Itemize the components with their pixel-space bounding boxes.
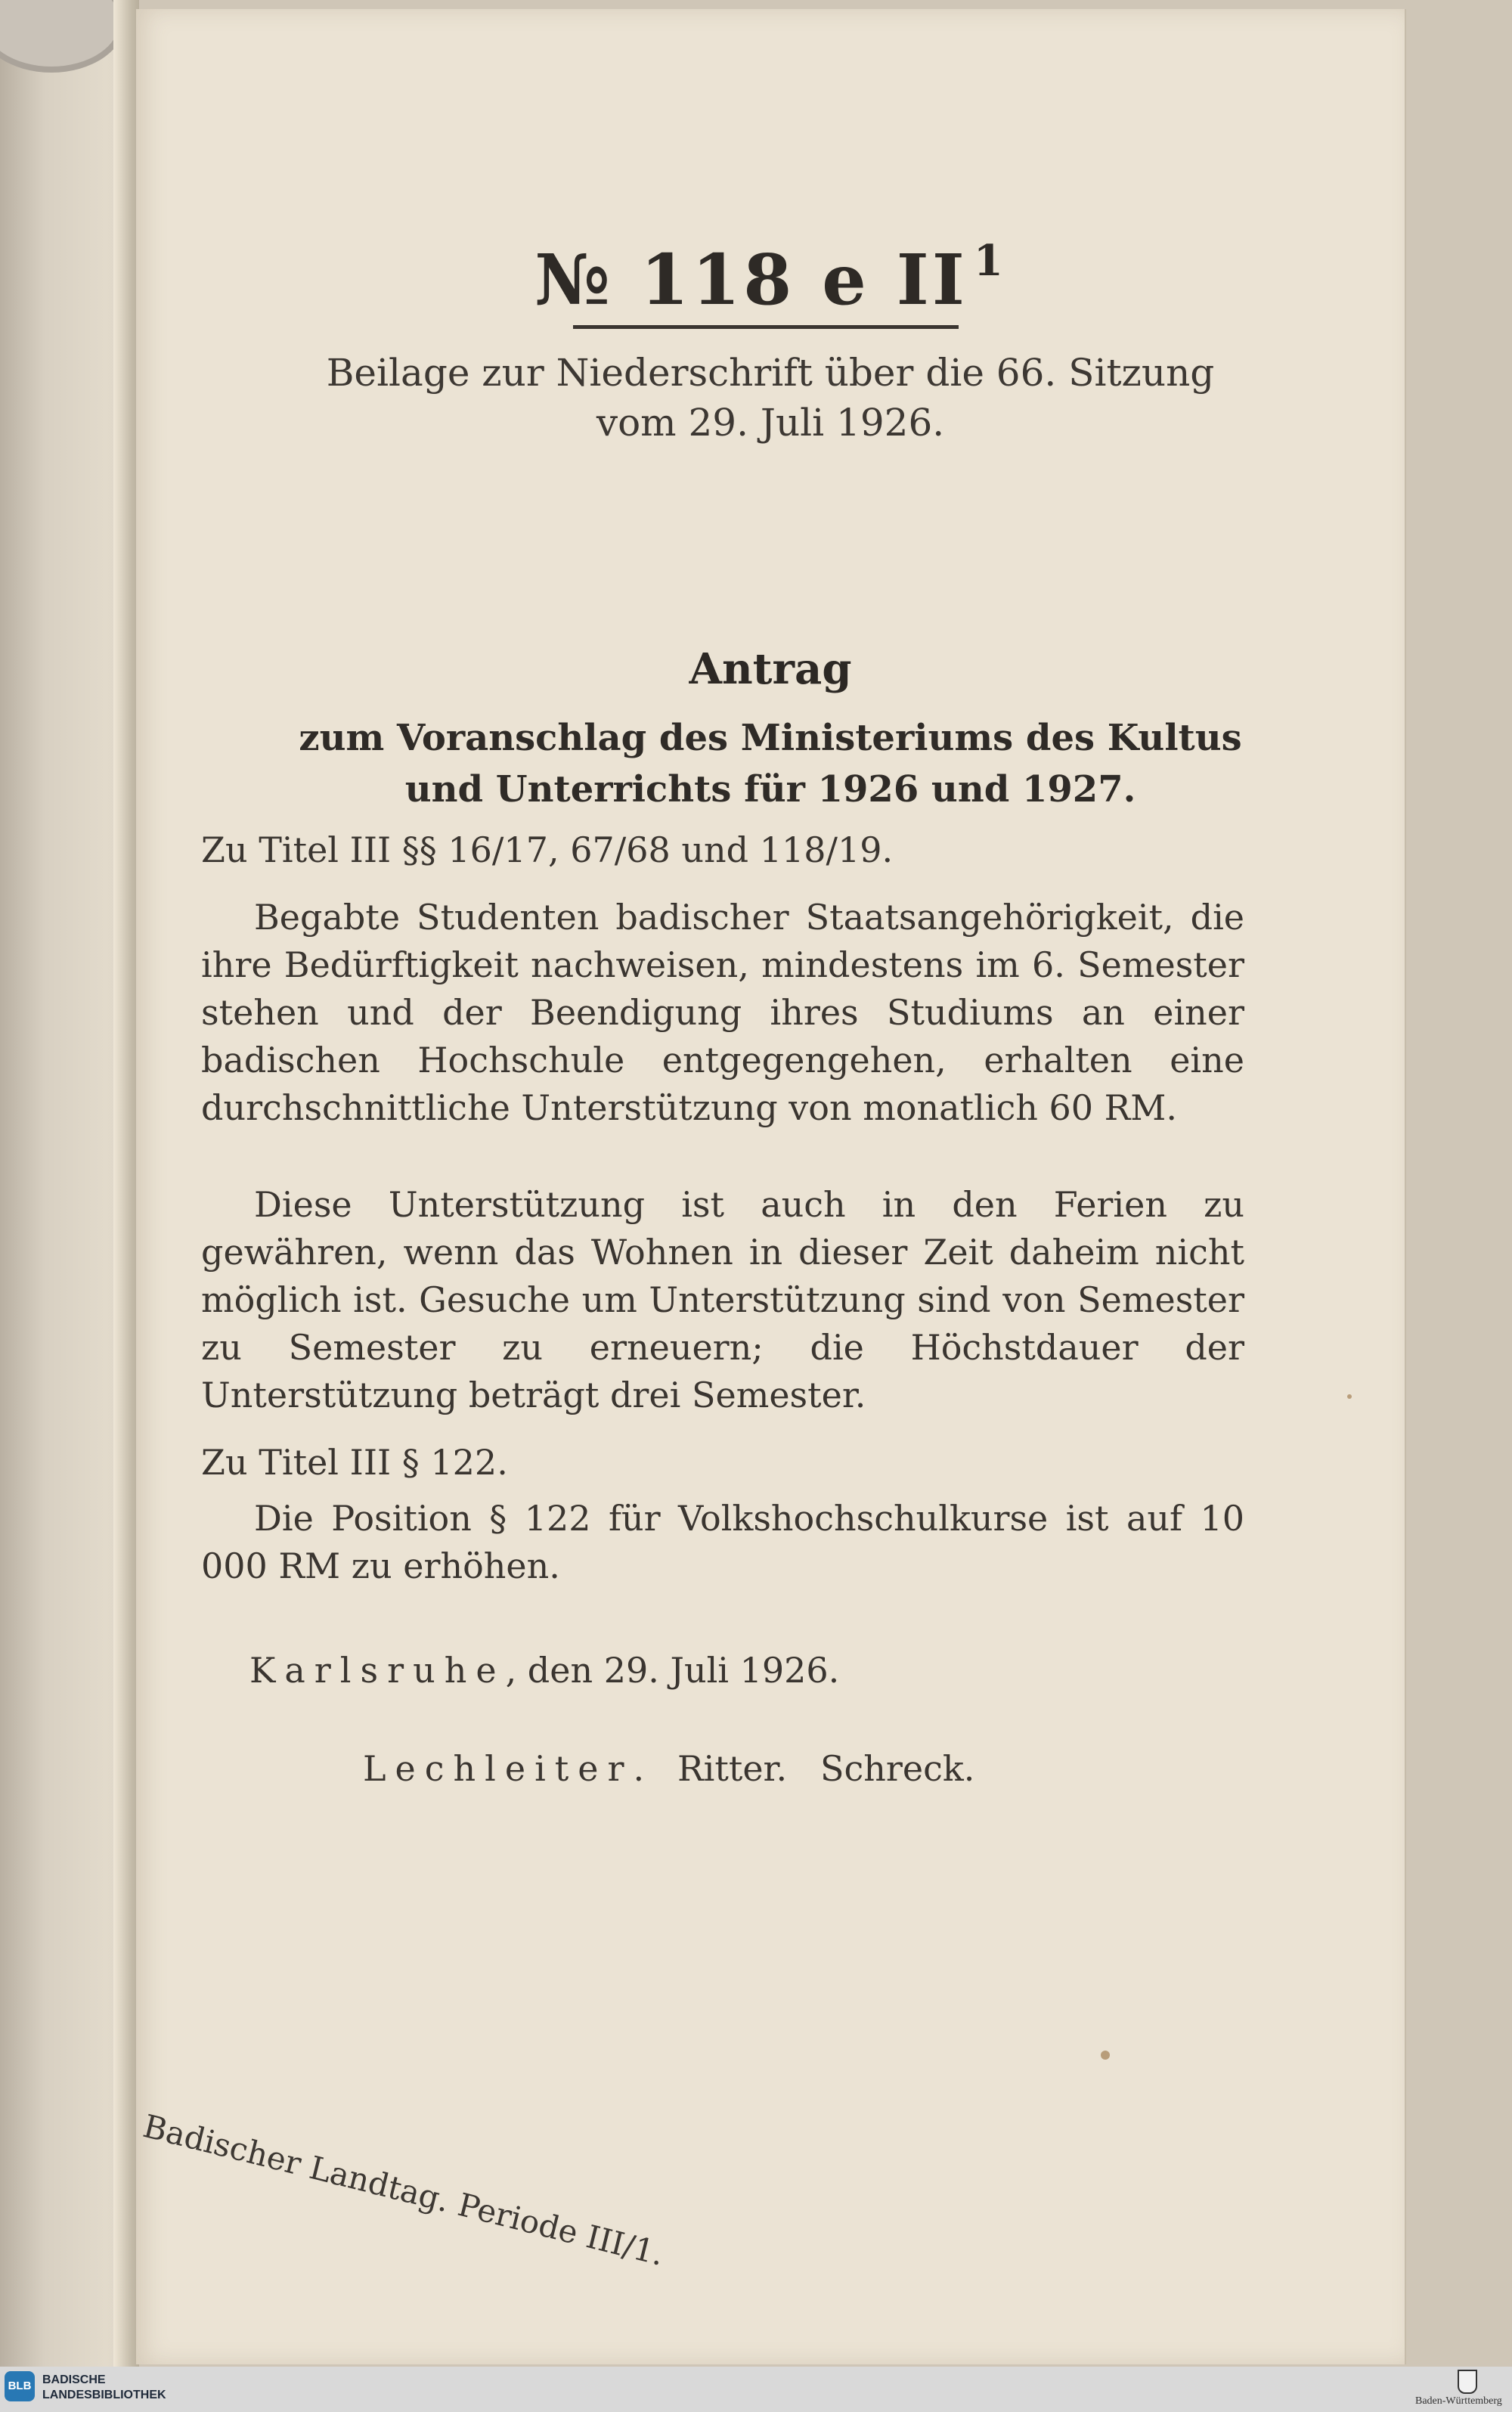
paragraph-3: Die Position § 122 für Volkshochschulkurse ist auf 10 000 RM zu erhöhen.	[201, 1498, 1244, 1586]
signatory-ritter: Ritter.	[677, 1748, 788, 1789]
footer-period: Badischer Landtag. Periode III/1.	[139, 2107, 668, 2273]
paper-spot	[1347, 1394, 1352, 1399]
section-2-reference: Zu Titel III § 122.	[201, 1442, 508, 1483]
library-name-line-1: BADISCHE	[42, 2373, 106, 2386]
signatures: Lechleiter. Ritter. Schreck.	[363, 1748, 975, 1789]
blb-logo-icon: BLB	[5, 2371, 35, 2401]
place-date	[249, 1650, 839, 1691]
subtitle-line-1: Beilage zur Niederschrift über die 66. Sitzung	[326, 351, 1215, 395]
section-1-reference: Zu Titel III §§ 16/17, 67/68 und 118/19.	[201, 829, 894, 870]
document-number-heading	[136, 236, 1405, 321]
paragraph-2: Diese Unterstützung ist auch in den Ferien zu gewähren, wenn das Wohnen in dieser Zeit daheim nicht möglich ist. Gesuche um Unterstützung sind von Semester zu Semester zu erneuern; die Höchstdauer der Unterstützung beträgt drei Semester.	[201, 1184, 1244, 1415]
antrag-title: Antrag	[689, 644, 852, 694]
coat-of-arms-icon	[1458, 2370, 1477, 2394]
signatory-schreck: Schreck.	[820, 1748, 975, 1789]
number-heading-text: № 118 e II	[534, 239, 968, 321]
page-edge	[113, 0, 139, 2397]
antrag-subtitle-line-2: und Unterrichts für 1926 und 1927.	[404, 768, 1136, 811]
antrag-subtitle	[136, 712, 1405, 815]
paragraph-1: Begabte Studenten badischer Staatsangehörigkeit, die ihre Bedürftigkeit nachweisen, mindestens im 6. Semester stehen und der Beendigung ihres Studiums an einer badischen Hochschule entgegengehen, erhalten eine durchschnittliche Unterstützung von monatlich 60 RM.	[201, 897, 1244, 1128]
subtitle	[136, 348, 1405, 448]
state-label: Baden-Württemberg	[1415, 2395, 1502, 2407]
antrag-subtitle-line-1: zum Voranschlag des Ministeriums des Kultus	[299, 717, 1242, 759]
number-superscript: 1	[973, 236, 1006, 286]
library-name	[42, 2373, 166, 2403]
heading-underline	[573, 325, 959, 329]
place-city: Karlsruhe	[249, 1650, 506, 1691]
subtitle-line-2: vom 29. Juli 1926.	[596, 401, 945, 445]
signatory-lechleiter: Lechleiter	[363, 1748, 634, 1789]
library-name-line-2: LANDESBIBLIOTHEK	[42, 2389, 166, 2401]
paper-spot	[1101, 2051, 1110, 2060]
place-date-rest: , den 29. Juli 1926.	[505, 1650, 840, 1691]
library-footer-bar	[0, 2367, 1512, 2412]
document-page	[136, 9, 1406, 2364]
